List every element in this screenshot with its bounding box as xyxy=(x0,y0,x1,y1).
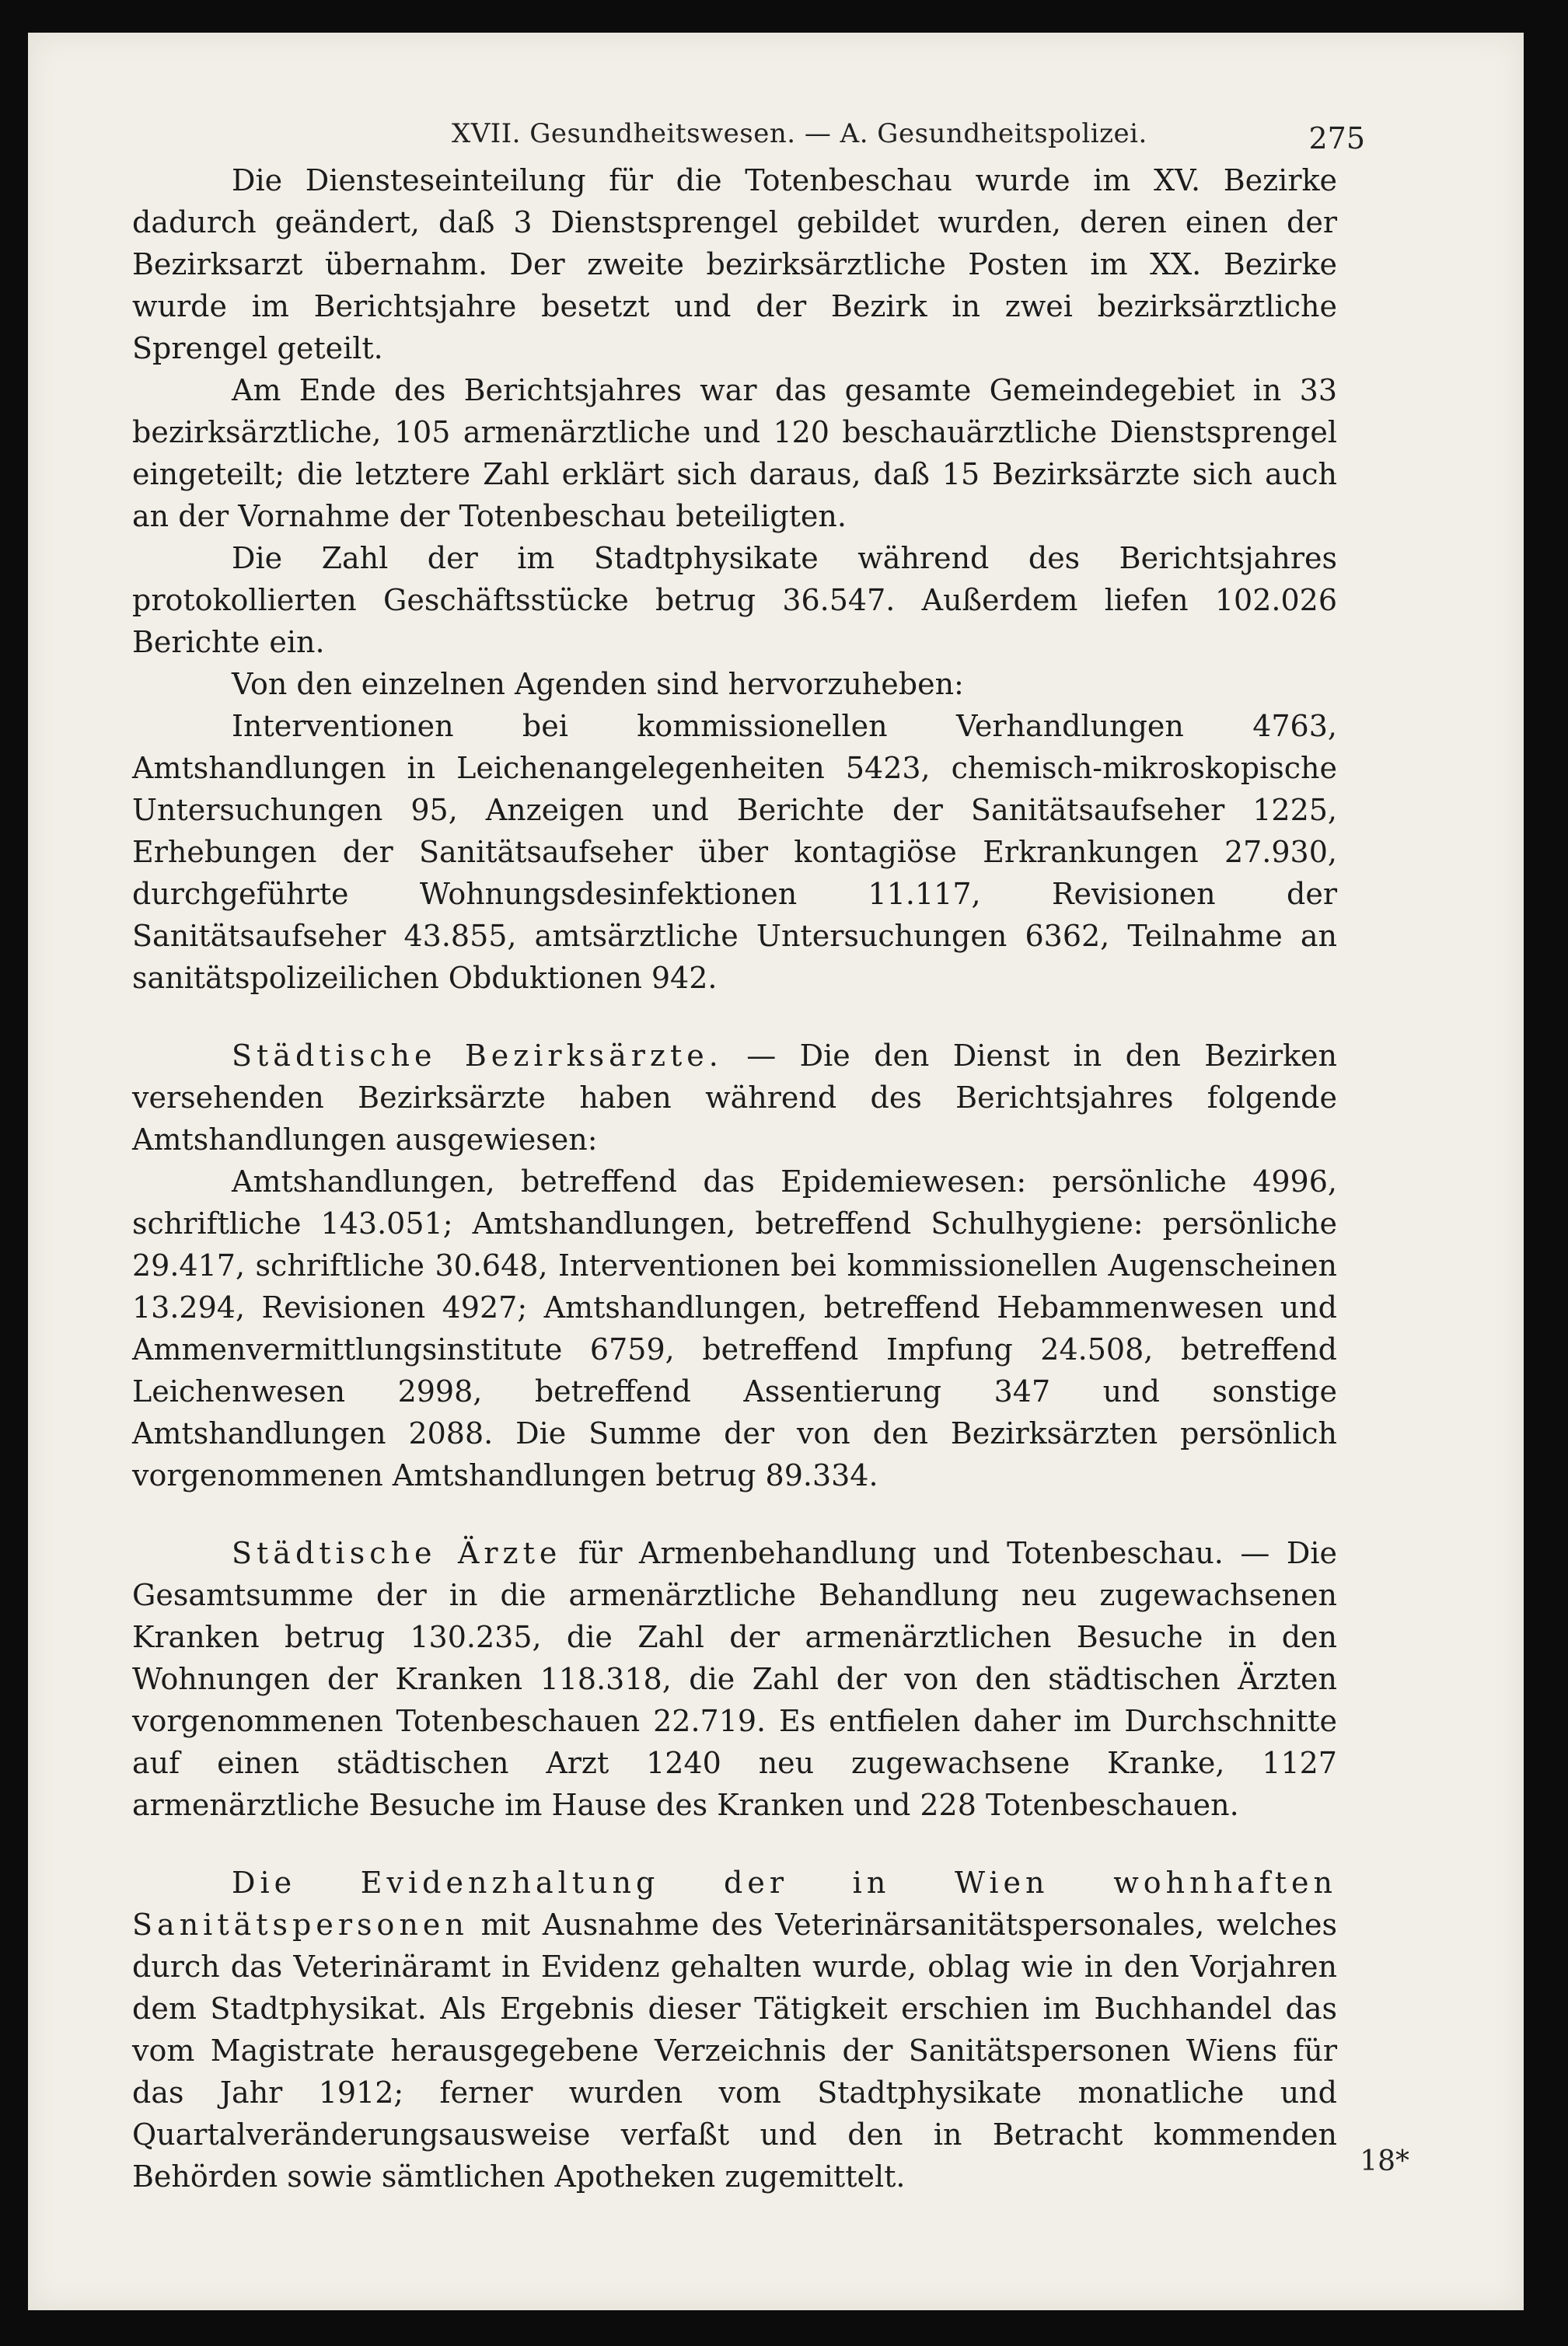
section-gap xyxy=(132,1826,1337,1862)
body-text xyxy=(132,159,1337,2198)
section-aerzte xyxy=(132,1532,1337,1826)
section-bezirksaerzte-details: Amtshandlungen, betreffend das Epidemiewesen: persönliche 4996, schriftliche 143.051; Amtshandlungen, betreffend Schulhygiene: persönliche 29.417, schriftliche 30.648, Interventionen bei kommissionellen Augenscheinen 13.294, Revisionen 4927; Amtshandlungen, betreffend Hebammenwesen und Ammenvermittlungsinstitute 6759, betreffend Impfung 24.508, betreffend Leichenwesen 2998, betreffend Assentierung 347 und sonstige Amtshandlungen 2088. Die Summe der von den Bezirksärzten persönlich vorgenommenen Amtshandlungen betrug 89.334. xyxy=(132,1164,1337,1492)
paragraph: Interventionen bei kommissionellen Verhandlungen 4763, Amtshandlungen in Leichenangelegenheiten 5423, chemisch-mikroskopische Untersuchungen 95, Anzeigen und Berichte der Sanitätsaufseher 1225, Erhebungen der Sanitätsaufseher über kontagiöse Erkrankungen 27.930, durchgeführte Wohnungsdesinfektionen 11.117, Revisionen der Sanitätsaufseher 43.855, amtsärztliche Untersuchungen 6362, Teilnahme an sanitätspolizeilichen Obduktionen 942. xyxy=(132,709,1337,995)
section-evidenz xyxy=(132,1862,1337,2198)
section-gap xyxy=(132,999,1337,1035)
section-heading: Die Evidenzhaltung der in Wien wohnhaften Sanitätspersonen xyxy=(132,1866,1337,1942)
paragraph: Am Ende des Berichtsjahres war das gesamte Gemeindegebiet in 33 bezirksärztliche, 105 armenärztliche und 120 beschauärztliche Dienstsprengel eingeteilt; die letztere Zahl erklärt sich daraus, daß 15 Bezirksärzte sich auch an der Vornahme der Totenbeschau beteiligten. xyxy=(132,373,1337,533)
page-number: 275 xyxy=(1308,121,1365,155)
section-text: für Armenbehandlung und Totenbeschau. — Die Gesamtsumme der in die armenärztliche Behandlung neu zugewachsenen Kranken betrug 130.235, die Zahl der armenärztlichen Besuche in den Wohnungen der Kranken 118.318, die Zahl der von den städtischen Ärzten vorgenommenen Totenbeschauen 22.719. Es entfielen daher im Durchschnitte auf einen städtischen Arzt 1240 neu zugewachsene Kranke, 1127 armenärztliche Besuche im Hause des Kranken und 228 Totenbeschauen. xyxy=(132,1536,1337,1822)
page-header xyxy=(160,118,1365,165)
section-bezirksaerzte-intro xyxy=(132,1035,1337,1161)
running-head: XVII. Gesundheitswesen. — A. Gesundheitspolizei. xyxy=(452,118,1147,149)
section-intro: — Die den Dienst in den Bezirken versehenden Bezirksärzte haben während des Berichtsjahres folgende Amtshandlungen ausgewiesen: xyxy=(132,1039,1337,1157)
section-heading: Städtische Ärzte xyxy=(232,1536,562,1570)
paragraph: Von den einzelnen Agenden sind hervorzuheben: xyxy=(232,667,964,701)
paragraph: Die Diensteseinteilung für die Totenbeschau wurde im XV. Bezirke dadurch geändert, daß 3 Dienstsprengel gebildet wurden, deren einen der Bezirksarzt übernahm. Der zweite bezirksärztliche Posten im XX. Bezirke wurde im Berichtsjahre besetzt und der Bezirk in zwei bezirksärztliche Sprengel geteilt. xyxy=(132,163,1337,365)
signature-mark: 18* xyxy=(1360,2145,1409,2177)
section-gap xyxy=(132,1496,1337,1532)
section-heading: Städtische Bezirksärzte. xyxy=(232,1039,723,1073)
paragraph: Die Zahl der im Stadtphysikate während des Berichtsjahres protokollierten Geschäftsstücke betrug 36.547. Außerdem liefen 102.026 Berichte ein. xyxy=(132,541,1337,659)
section-text: mit Ausnahme des Veterinärsanitätspersonales, welches durch das Veterinäramt in Evidenz gehalten wurde, oblag wie in den Vorjahren dem Stadtphysikat. Als Ergebnis dieser Tätigkeit erschien im Buchhandel das vom Magistrate herausgegebene Verzeichnis der Sanitätspersonen Wiens für das Jahr 1912; ferner wurden vom Stadtphysikate monatliche und Quartalveränderungsausweise verfaßt und den in Betracht kommenden Behörden sowie sämtlichen Apotheken zugemittelt. xyxy=(132,1908,1337,2194)
